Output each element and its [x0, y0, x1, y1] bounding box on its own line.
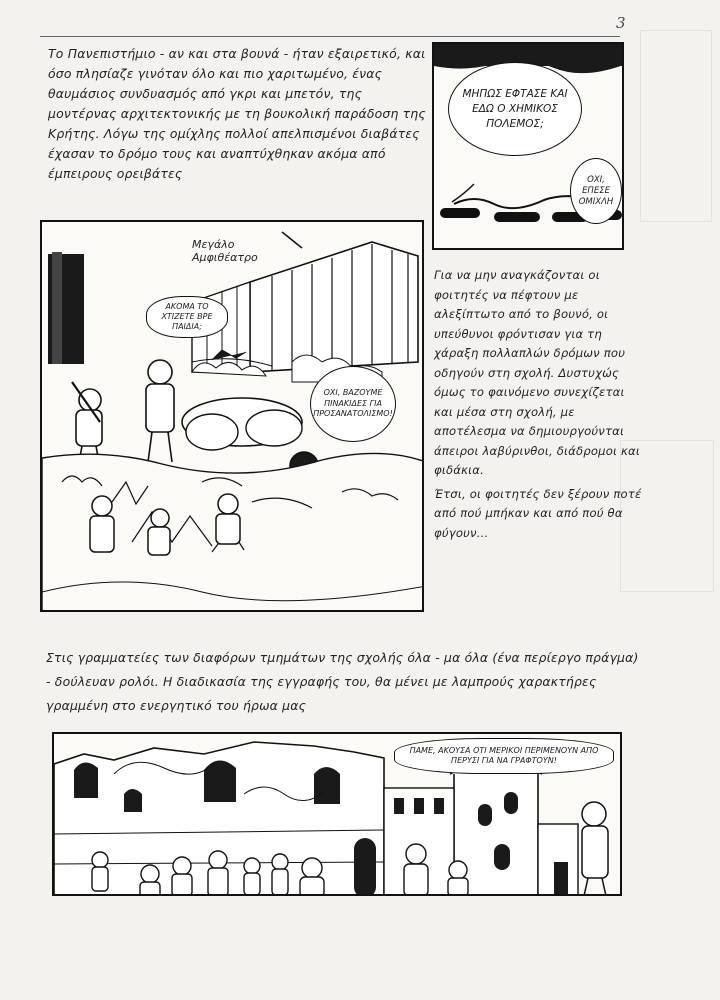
speech-bubble-signs: ΟΧΙ, ΒΑΖΟΥΜΕ ΠΙΝΑΚΙΔΕΣ ΓΙΑ ΠΡΟΣΑΝΑΤΟΛΙΣΜΟ! [310, 366, 396, 442]
panel-castle [52, 732, 622, 896]
header-rule [40, 36, 620, 37]
side-text [434, 266, 644, 547]
panel-sky [432, 42, 624, 250]
speech-bubble-fog: ΟΧΙ, ΕΠΕΣΕ ΟΜΙΧΛΗ [570, 158, 622, 224]
speech-bubble-waiting-since-last-year: ΠΑΜΕ, ΑΚΟΥΣΑ ΟΤΙ ΜΕΡΙΚΟΙ ΠΕΡΙΜΕΝΟΥΝ ΑΠΟ ΠΕΡΥΣΙ ΓΙΑ ΝΑ ΓΡΑΦΤΟΥΝ! [394, 738, 614, 774]
bleed-through-panel [640, 30, 712, 222]
side-text-paragraph-1: Για να μην αναγκάζονται οι φοιτητές να πέφτουν με αλεξίπτωτο από το βουνό, οι υπεύθυνοι φρόντισαν για τη χάραξη πολλαπλών δρόμων που οδηγούν στη σχολή. Δυστυχώς όμως το φαινόμενο συνεχίζεται και μέσα στη σχολή, με αποτέλεσμα να δημιουργούνται άπειροι λαβύρινθοι, διάδρομοι και φιδάκια. [434, 268, 641, 477]
panel-ruins [40, 220, 424, 612]
speech-bubble-chemical-war: ΜΗΠΩΣ ΕΦΤΑΣΕ ΚΑΙ ΕΔΩ Ο ΧΗΜΙΚΟΣ ΠΟΛΕΜΟΣ; [448, 62, 582, 156]
speech-bubble-still-building: ΑΚΟΜΑ ΤΟ ΧΤΙΖΕΤΕ ΒΡΕ ΠΑΙΔΙΑ; [146, 296, 228, 338]
page-number: 3 [616, 14, 626, 32]
label-grand-amphitheatre: Μεγάλο Αμφιθέατρο [192, 238, 258, 264]
mid-text: Στις γραμματείες των διαφόρων τμημάτων της σχολής όλα - μα όλα (ένα περίεργο πράγμα) - δούλευαν ρολόι. Η διαδικασία της εγγραφής του, θα μένει με λαμπρούς χαρακτήρες γραμμένη στο ενεργητικό του ήρωα μας [46, 650, 639, 713]
intro-text: Το Πανεπιστήμιο - αν και στα βουνά - ήταν εξαιρετικό, και όσο πλησίαζε γινόταν όλο και πιο χαριτωμένο, ένας θαυμάσιος συνδυασμός από γκρι και μπετόν, της μοντέρνας αρχιτεκτονικής με τη βουκολική παράδοση της Κρήτης. Λόγω της ομίχλης πολλοί απελπισμένοι διαβάτες έχασαν το δρόμο τους και αναπτύχθηκαν ακόμα από έμπειρους ορειβάτες [48, 46, 426, 181]
side-text-paragraph-2: Έτσι, οι φοιτητές δεν ξέρουν ποτέ από πού μπήκαν και από πού θα φύγουν... [434, 486, 642, 540]
